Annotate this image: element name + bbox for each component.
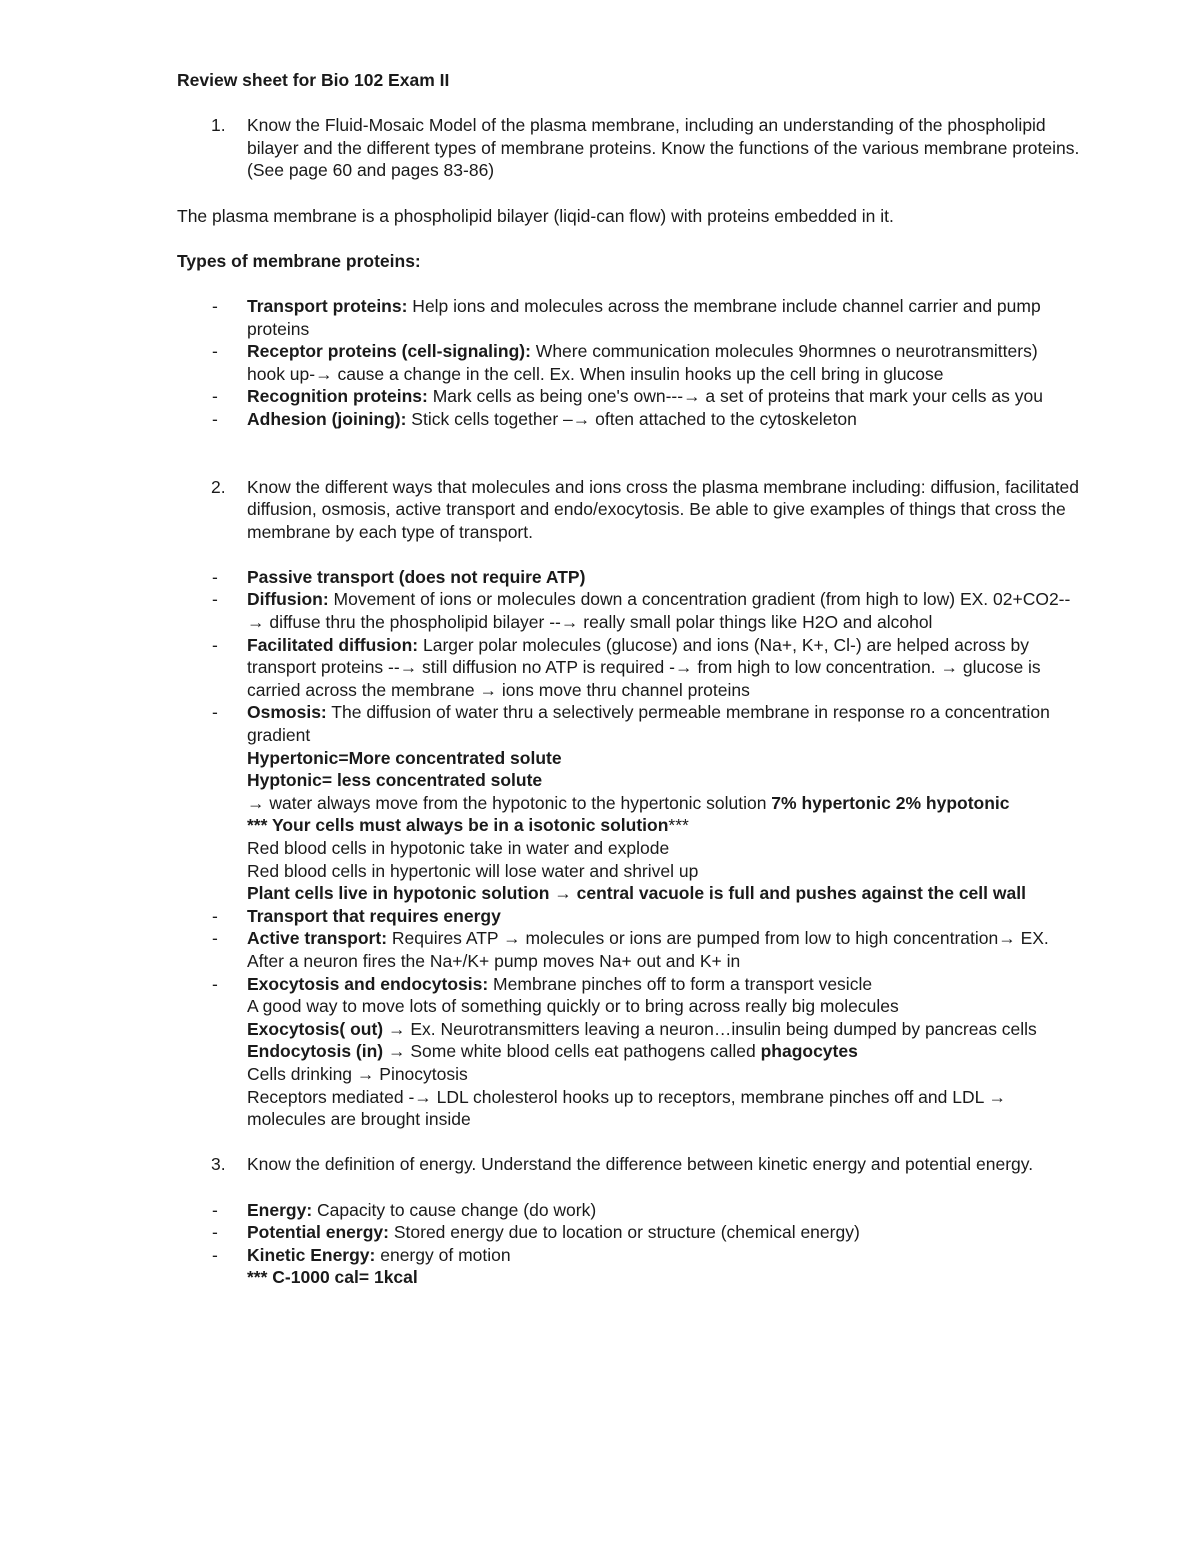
term-label: Transport that requires energy — [247, 905, 501, 926]
receptor-mediated-line: Receptors mediated -→ LDL cholesterol hooks up to receptors, membrane pinches off and LDL → molecules are brought inside — [247, 1086, 1007, 1130]
energy-list — [177, 1199, 1080, 1289]
page-title: Review sheet for Bio 102 Exam II — [177, 70, 450, 90]
term-text: Requires ATP → molecules or ions are pumped from low to high concentration→ EX. After a neuron fires the Na+/K+ pump moves Na+ out and K+ in — [247, 928, 1049, 971]
question-text: Know the Fluid-Mosaic Model of the plasma membrane, including an understanding of the phospholipid bilayer and the different types of membrane proteins. Know the functions of the various membrane proteins. (See page 60 and pages 83-86) — [247, 115, 1080, 181]
osmosis-details — [247, 747, 1080, 905]
isotonic-note: *** Your cells must always be in a isotonic solution*** — [247, 815, 689, 836]
term-label: Adhesion (joining): — [247, 408, 407, 429]
bullet-dash: - — [212, 408, 218, 429]
cytosis-details — [247, 995, 1080, 1131]
term-text: Stick cells together –→ often attached to the cytoskeleton — [406, 408, 857, 429]
term-text: Help ions and molecules across the membrane include channel carrier and pump proteins — [247, 295, 1041, 339]
term-label: Kinetic Energy: — [247, 1244, 376, 1265]
endocytosis-line: Endocytosis (in) → Some white blood cells eat pathogens called phagocytes — [247, 1041, 858, 1062]
bullet-dash: - — [212, 386, 218, 407]
term-text: Membrane pinches off to form a transport vesicle — [488, 973, 873, 994]
question-number: 1. — [211, 115, 226, 136]
plant-cells-line: Plant cells live in hypotonic solution → central vacuole is full and pushes against the cell wall — [247, 883, 1026, 904]
term-label: Diffusion: — [247, 589, 329, 610]
term-label: Transport proteins: — [247, 295, 408, 316]
bullet-dash: - — [212, 1222, 218, 1243]
list-item — [177, 340, 1080, 385]
good-way-line: A good way to move lots of something quickly or to bring across really big molecules — [247, 996, 899, 1017]
term-text: Capacity to cause change (do work) — [312, 1199, 597, 1220]
term-text: Larger polar molecules (glucose) and ions (Na+, K+, Cl-) are helped across by transport proteins --→ still diffusion no ATP is required -→ from high to low concentration. → glucose is carried across the membrane → ions move thru channel proteins — [247, 634, 1041, 700]
bullet-dash: - — [212, 1199, 218, 1220]
bullet-dash: - — [212, 295, 218, 316]
question-3 — [177, 1153, 1080, 1176]
question-number: 3. — [211, 1154, 226, 1175]
bullet-dash: - — [212, 973, 218, 994]
list-item — [177, 973, 1080, 1131]
bullet-dash: - — [212, 905, 218, 926]
term-text: Movement of ions or molecules down a concentration gradient (from high to low) EX. 02+CO2--→ diffuse thru the phospholipid bilayer --→ really small polar things like H2O and alcohol — [247, 589, 1071, 633]
pinocytosis-line: Cells drinking → Pinocytosis — [247, 1063, 468, 1084]
term-text: Where communication molecules 9hormnes o neurotransmitters) hook up-→ cause a change in the cell. Ex. When insulin hooks up the cell bring in glucose — [247, 341, 1038, 384]
list-item — [177, 408, 1080, 431]
bullet-dash: - — [212, 589, 218, 610]
list-item — [177, 1221, 1080, 1244]
term-label: Active transport: — [247, 928, 388, 949]
exocytosis-line: Exocytosis( out) → Ex. Neurotransmitters leaving a neuron…insulin being dumped by pancreas cells — [247, 1018, 1037, 1039]
calorie-note: *** C-1000 cal= 1kcal — [247, 1267, 418, 1288]
rbc-hypertonic-line: Red blood cells in hypertonic will lose water and shrivel up — [247, 860, 699, 881]
term-label: Receptor proteins (cell-signaling): — [247, 341, 531, 362]
term-label: Passive transport (does not require ATP) — [247, 566, 586, 587]
transport-list — [177, 566, 1080, 1131]
bullet-dash: - — [212, 1244, 218, 1265]
term-label: Exocytosis and endocytosis: — [247, 973, 489, 994]
question-text: Know the definition of energy. Understand the difference between kinetic energy and potential energy. — [247, 1154, 1034, 1175]
list-item — [177, 588, 1080, 633]
hyptonic-definition: Hyptonic= less concentrated solute — [247, 770, 543, 791]
membrane-paragraph: The plasma membrane is a phospholipid bilayer (liqid-can flow) with proteins embedded in it. — [177, 205, 894, 226]
hypertonic-definition: Hypertonic=More concentrated solute — [247, 747, 562, 768]
term-label: Energy: — [247, 1199, 313, 1220]
bullet-dash: - — [212, 928, 218, 949]
term-label: Recognition proteins: — [247, 386, 428, 407]
membrane-protein-list — [177, 295, 1080, 431]
bullet-dash: - — [212, 566, 218, 587]
water-movement-line: → water always move from the hypotonic to the hypertonic solution 7% hypertonic 2% hypotonic — [247, 792, 1010, 813]
bullet-dash: - — [212, 341, 218, 362]
bullet-dash: - — [212, 634, 218, 655]
term-label: Facilitated diffusion: — [247, 634, 419, 655]
bullet-dash: - — [212, 702, 218, 723]
question-2 — [177, 476, 1080, 544]
list-item — [177, 295, 1080, 340]
term-text: energy of motion — [375, 1244, 511, 1265]
term-text: Stored energy due to location or structure (chemical energy) — [388, 1222, 860, 1243]
list-item — [177, 385, 1080, 408]
term-label: Potential energy: — [247, 1222, 389, 1243]
list-item — [177, 927, 1080, 972]
section-heading: Types of membrane proteins: — [177, 250, 421, 271]
list-item — [177, 1199, 1080, 1222]
list-item — [177, 634, 1080, 702]
question-text: Know the different ways that molecules and ions cross the plasma membrane including: diffusion, facilitated diffusion, osmosis, active transport and endo/exocytosis. Be able to give examples of things that cross the membrane by each type of transport. — [247, 476, 1080, 542]
question-1 — [177, 114, 1080, 182]
question-number: 2. — [211, 476, 226, 497]
list-item — [177, 701, 1080, 904]
term-label: Osmosis: — [247, 702, 327, 723]
term-text: Mark cells as being one's own---→ a set of proteins that mark your cells as you — [427, 386, 1043, 407]
list-item — [177, 905, 1080, 928]
arrow-icon: → — [247, 792, 265, 813]
list-item — [177, 566, 1080, 589]
list-item — [177, 1244, 1080, 1289]
term-text: The diffusion of water thru a selectively permeable membrane in response ro a concentration gradient — [247, 702, 1050, 746]
rbc-hypotonic-line: Red blood cells in hypotonic take in water and explode — [247, 838, 670, 858]
